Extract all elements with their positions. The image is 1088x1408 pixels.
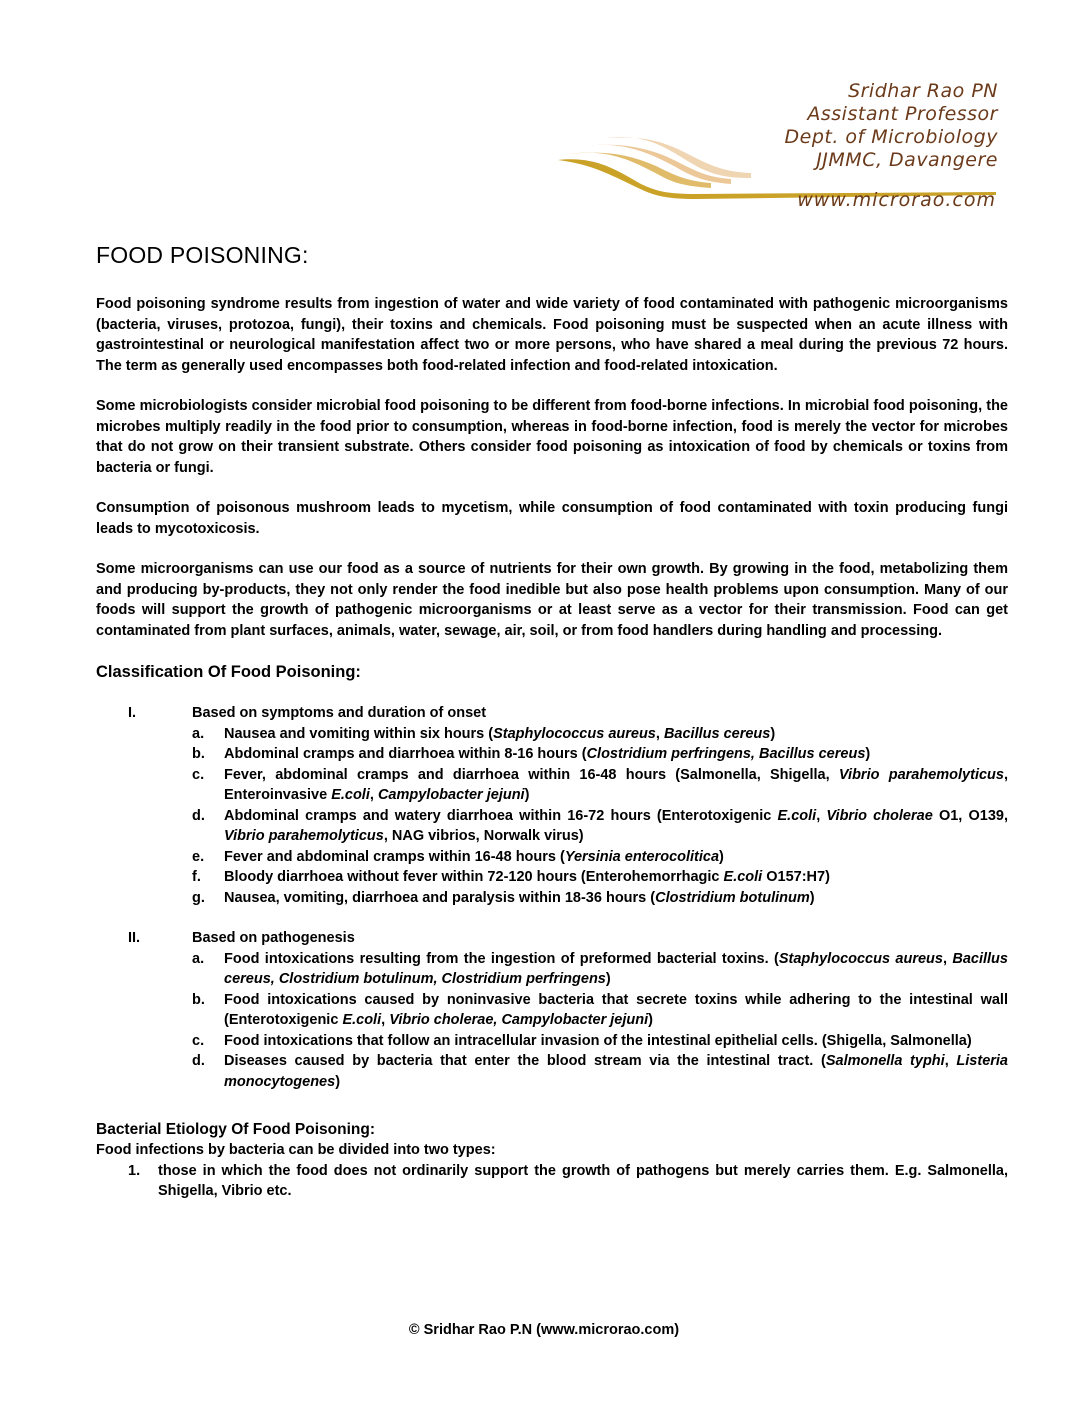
etiology-intro: Food infections by bacteria can be divided into two types: xyxy=(96,1142,496,1158)
page-footer: © Sridhar Rao P.N (www.microrao.com) xyxy=(408,1322,680,1338)
etiology-list xyxy=(96,1161,1008,1202)
header-website: www.microrao.com xyxy=(797,189,996,211)
list-item: c. Fever, abdominal cramps and diarrhoea within 16-48 hours (Salmonella, Shigella, Vibrio parahemolyticus, Enteroinvasive E.coli, Campylobacter jejuni) xyxy=(192,766,1008,803)
group-numeral: II. xyxy=(128,930,141,946)
author-institution: JJMMC, Davangere xyxy=(816,149,998,171)
list-item: b. Food intoxications caused by noninvasive bacteria that secrete toxins while adhering to the intestinal wall (Enterotoxigenic E.coli, Vibrio cholerae, Campylobacter jejuni) xyxy=(192,991,1008,1028)
author-name: Sridhar Rao PN xyxy=(848,80,998,102)
list-item: f. Bloody diarrhoea without fever within 72-120 hours (Enterohemorrhagic E.coli O157:H7) xyxy=(192,869,830,885)
classification-list xyxy=(96,949,1008,1093)
section-heading-etiology: Bacterial Etiology Of Food Poisoning: xyxy=(96,1121,376,1138)
page-title: FOOD POISONING: xyxy=(96,242,309,268)
list-item: e. Fever and abdominal cramps within 16-48 hours (Yersinia enterocolitica) xyxy=(192,848,724,865)
group-heading: Based on pathogenesis xyxy=(192,930,355,946)
paragraph: Food poisoning syndrome results from ingestion of water and wide variety of food contaminated with pathogenic microorganisms (bacteria, viruses, protozoa, fungi), their toxins and chemicals. Food poisoning must be suspected when an acute illness with gastrointestinal or neurological manifestation affect two or more persons, who have shared a meal during the previous 72 hours. The term as generally used encompasses both food-related infection and food-related intoxication. xyxy=(96,296,1008,374)
group-numeral: I. xyxy=(128,705,137,721)
list-item: d. Abdominal cramps and watery diarrhoea within 16-72 hours (Enterotoxigenic E.coli, Vibrio cholerae O1, O139, Vibrio parahemolyticus, NAG vibrios, Norwalk virus) xyxy=(192,807,1009,844)
header-logo xyxy=(556,78,1006,218)
classification-group xyxy=(96,928,1008,949)
list-item: 1. those in which the food does not ordinarily support the growth of pathogens but merely carries them. E.g. Salmonella, Shigella, Vibrio etc. xyxy=(128,1162,1008,1199)
paragraph: Some microorganisms can use our food as a source of nutrients for their own growth. By growing in the food, metabolizing them and producing by-products, they not only render the food inedible but also pose health problems upon consumption. Many of our foods will support the growth of pathogenic microorganisms or at least serve as a vector for their transmission. Food can get contaminated from plant surfaces, animals, water, sewage, air, soil, or from food handlers during handling and processing. xyxy=(96,561,1008,639)
group-heading: Based on symptoms and duration of onset xyxy=(192,705,487,721)
document-body xyxy=(96,240,1008,1202)
list-item: a. Nausea and vomiting within six hours (Staphylococcus aureus, Bacillus cereus) xyxy=(192,725,776,742)
classification-group xyxy=(96,703,1008,724)
paragraph: Some microbiologists consider microbial food poisoning to be different from food-borne infections. In microbial food poisoning, the microbes multiply readily in the food prior to consumption, whereas in food-borne infection, food is merely the vector for microbes that do not grow on their transient substrate. Others consider food poisoning as intoxication of food by chemicals or toxins from bacteria or fungi. xyxy=(96,398,1008,476)
classification-list xyxy=(96,724,1008,909)
list-item: a. Food intoxications resulting from the ingestion of preformed bacterial toxins. (Staphylococcus aureus, Bacillus cereus, Clostridium botulinum, Clostridium perfringens) xyxy=(192,950,1008,987)
list-item: g. Nausea, vomiting, diarrhoea and paralysis within 18-36 hours (Clostridium botulinum) xyxy=(192,889,815,906)
list-item: c. Food intoxications that follow an intracellular invasion of the intestinal epithelial cells. (Shigella, Salmonella) xyxy=(192,1032,972,1049)
list-item: b. Abdominal cramps and diarrhoea within 8-16 hours (Clostridium perfringens, Bacillus cereus) xyxy=(192,746,871,762)
author-block xyxy=(785,80,999,172)
author-department: Dept. of Microbiology xyxy=(784,126,998,148)
author-title: Assistant Professor xyxy=(807,103,998,125)
list-item: d. Diseases caused by bacteria that enter the blood stream via the intestinal tract. (Salmonella typhi, Listeria monocytogenes) xyxy=(192,1053,1009,1090)
paragraph: Consumption of poisonous mushroom leads to mycetism, while consumption of food contaminated with toxin producing fungi leads to mycotoxicosis. xyxy=(96,500,1008,537)
section-heading-classification: Classification Of Food Poisoning: xyxy=(96,663,361,681)
